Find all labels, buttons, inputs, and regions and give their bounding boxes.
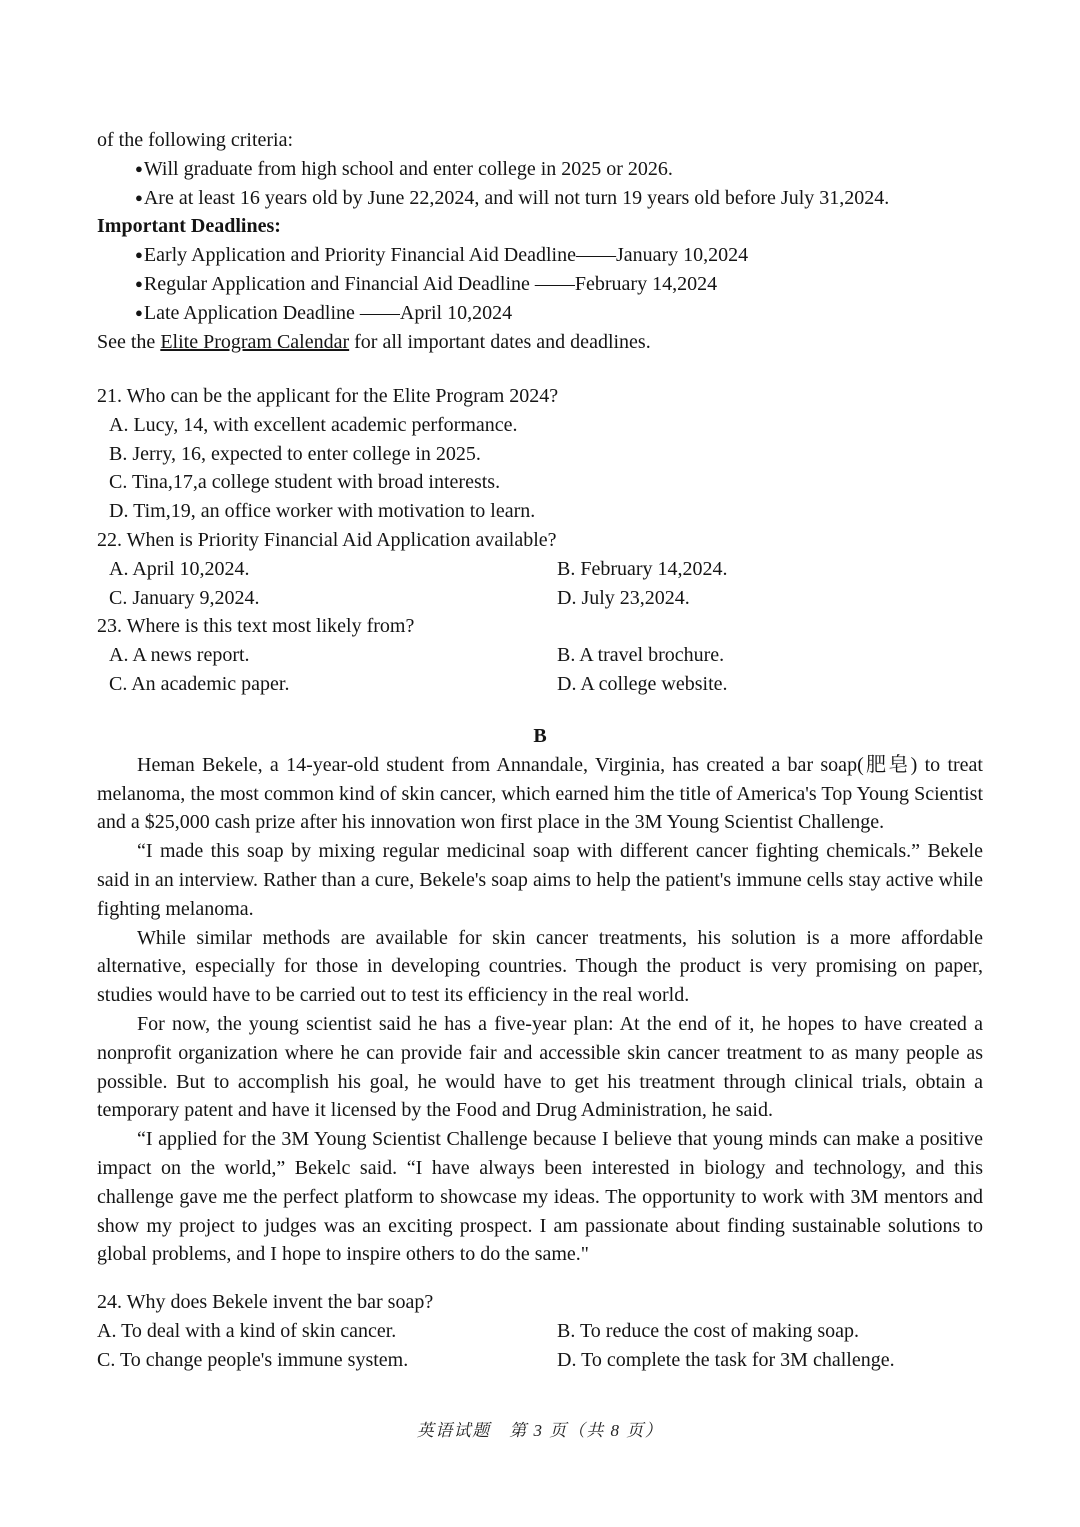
q24-option-a: A. To deal with a kind of skin cancer. bbox=[97, 1319, 397, 1342]
bullet-icon: ● bbox=[135, 160, 143, 176]
passage-b-paragraph-1: Heman Bekele, a 14-year-old student from Annandale, Virginia, has created a bar soap(肥皂) to treat melanoma, the most common kind of skin cancer, which earned him the title of America's Top Young Scientist and a $25,000 cash prize after his innovation won first place in the 3M Young Scientist Challenge. bbox=[97, 753, 983, 834]
q21-option-d: D. Tim,19, an office worker with motivation to learn. bbox=[109, 500, 536, 523]
bullet-icon: ● bbox=[135, 275, 143, 291]
calendar-note-suffix: for all important dates and deadlines. bbox=[349, 330, 651, 353]
deadline-text-2: Regular Application and Financial Aid Deadline ——February 14,2024 bbox=[143, 272, 718, 295]
q22-option-row-1 bbox=[97, 555, 983, 584]
bullet-icon: ● bbox=[135, 247, 143, 263]
q24-option-row-2 bbox=[97, 1346, 983, 1375]
question-22-text: 22. When is Priority Financial Aid Application available? bbox=[97, 528, 557, 551]
q23-option-d: D. A college website. bbox=[557, 672, 728, 695]
q23-option-b: B. A travel brochure. bbox=[557, 644, 725, 667]
question-24-text: 24. Why does Bekele invent the bar soap? bbox=[97, 1291, 434, 1313]
criteria-intro: of the following criteria: bbox=[97, 129, 294, 151]
q22-option-c: C. January 9,2024. bbox=[109, 586, 260, 609]
question-23-text: 23. Where is this text most likely from? bbox=[97, 615, 415, 638]
deadline-item-3 bbox=[97, 299, 983, 328]
q23-option-a: A. A news report. bbox=[109, 644, 250, 667]
q24-option-b: B. To reduce the cost of making soap. bbox=[557, 1319, 860, 1342]
eligibility-section bbox=[97, 126, 983, 356]
calendar-note bbox=[97, 328, 983, 357]
criteria-item-2 bbox=[97, 184, 983, 213]
q24-option-d: D. To complete the task for 3M challenge. bbox=[557, 1348, 895, 1371]
q23-option-c: C. An academic paper. bbox=[109, 672, 290, 695]
question-21-options bbox=[97, 411, 983, 526]
question-24-section bbox=[97, 1288, 983, 1374]
page-footer: 英语试题 第 3 页（共 8 页） bbox=[416, 1421, 664, 1440]
deadlines-heading: Important Deadlines: bbox=[97, 215, 281, 238]
passage-b-paragraph-2: “I made this soap by mixing regular medicinal soap with different cancer fighting chemicals.” Bekele said in an interview. Rather than a cure, Bekele's soap aims to help the patient's immune cells stay active while fighting melanoma. bbox=[97, 840, 983, 920]
bullet-icon: ● bbox=[135, 304, 143, 320]
q24-option-row-1 bbox=[97, 1317, 983, 1346]
calendar-note-prefix: See the bbox=[97, 330, 161, 353]
criteria-item-1 bbox=[97, 155, 983, 184]
q23-option-row-2 bbox=[97, 670, 983, 699]
question-21-text: 21. Who can be the applicant for the Elite Program 2024? bbox=[97, 385, 559, 407]
criteria-text-2: Are at least 16 years old by June 22,2024, and will not turn 19 years old before July 31,2024. bbox=[143, 186, 890, 209]
bullet-icon: ● bbox=[135, 189, 143, 205]
passage-b-paragraph-3: While similar methods are available for skin cancer treatments, his solution is a more affordable alternative, especially for those in developing countries. Though the product is very promising on paper, studies would have to be carried out to test its efficiency in the real world. bbox=[97, 926, 983, 1007]
passage-b-section bbox=[97, 722, 983, 1269]
passage-b-paragraph-5: “I applied for the 3M Young Scientist Challenge because I believe that young minds can make a positive impact on the world,” Bekelc said. “I have always been interested in biology and technology, and this challenge gave me the perfect platform to showcase my ideas. The opportunity to work with 3M mentors and show my project to judges was an exciting prospect. I am passionate about finding sustainable solutions to global problems, and I hope to inspire others to do the same." bbox=[97, 1128, 983, 1266]
questions-21-23 bbox=[97, 382, 983, 699]
deadline-item-2 bbox=[97, 270, 983, 299]
criteria-text-1: Will graduate from high school and enter college in 2025 or 2026. bbox=[143, 157, 673, 180]
deadline-text-1: Early Application and Priority Financial Aid Deadline——January 10,2024 bbox=[143, 244, 749, 267]
q23-option-row-1 bbox=[97, 641, 983, 670]
q24-option-c: C. To change people's immune system. bbox=[97, 1348, 409, 1371]
q22-option-b: B. February 14,2024. bbox=[557, 557, 728, 580]
deadline-text-3: Late Application Deadline ——April 10,2024 bbox=[143, 301, 513, 324]
q22-option-row-2 bbox=[97, 584, 983, 613]
q21-option-b: B. Jerry, 16, expected to enter college in 2025. bbox=[109, 442, 481, 465]
q22-option-a: A. April 10,2024. bbox=[109, 557, 250, 580]
q21-option-c: C. Tina,17,a college student with broad interests. bbox=[109, 471, 501, 494]
calendar-link: Elite Program Calendar bbox=[160, 330, 350, 353]
q21-option-a: A. Lucy, 14, with excellent academic performance. bbox=[109, 413, 518, 436]
passage-b-paragraph-4: For now, the young scientist said he has a five-year plan: At the end of it, he hopes to have created a nonprofit organization where he can provide fair and accessible skin cancer treatment to as many people as possible. But to accomplish his goal, he would have to get his treatment through clinical trials, obtain a temporary patent and have it licensed by the Food and Drug Administration, he said. bbox=[97, 1012, 983, 1122]
passage-b-heading: B bbox=[533, 725, 547, 747]
deadline-item-1 bbox=[97, 241, 983, 270]
q22-option-d: D. July 23,2024. bbox=[557, 586, 690, 609]
